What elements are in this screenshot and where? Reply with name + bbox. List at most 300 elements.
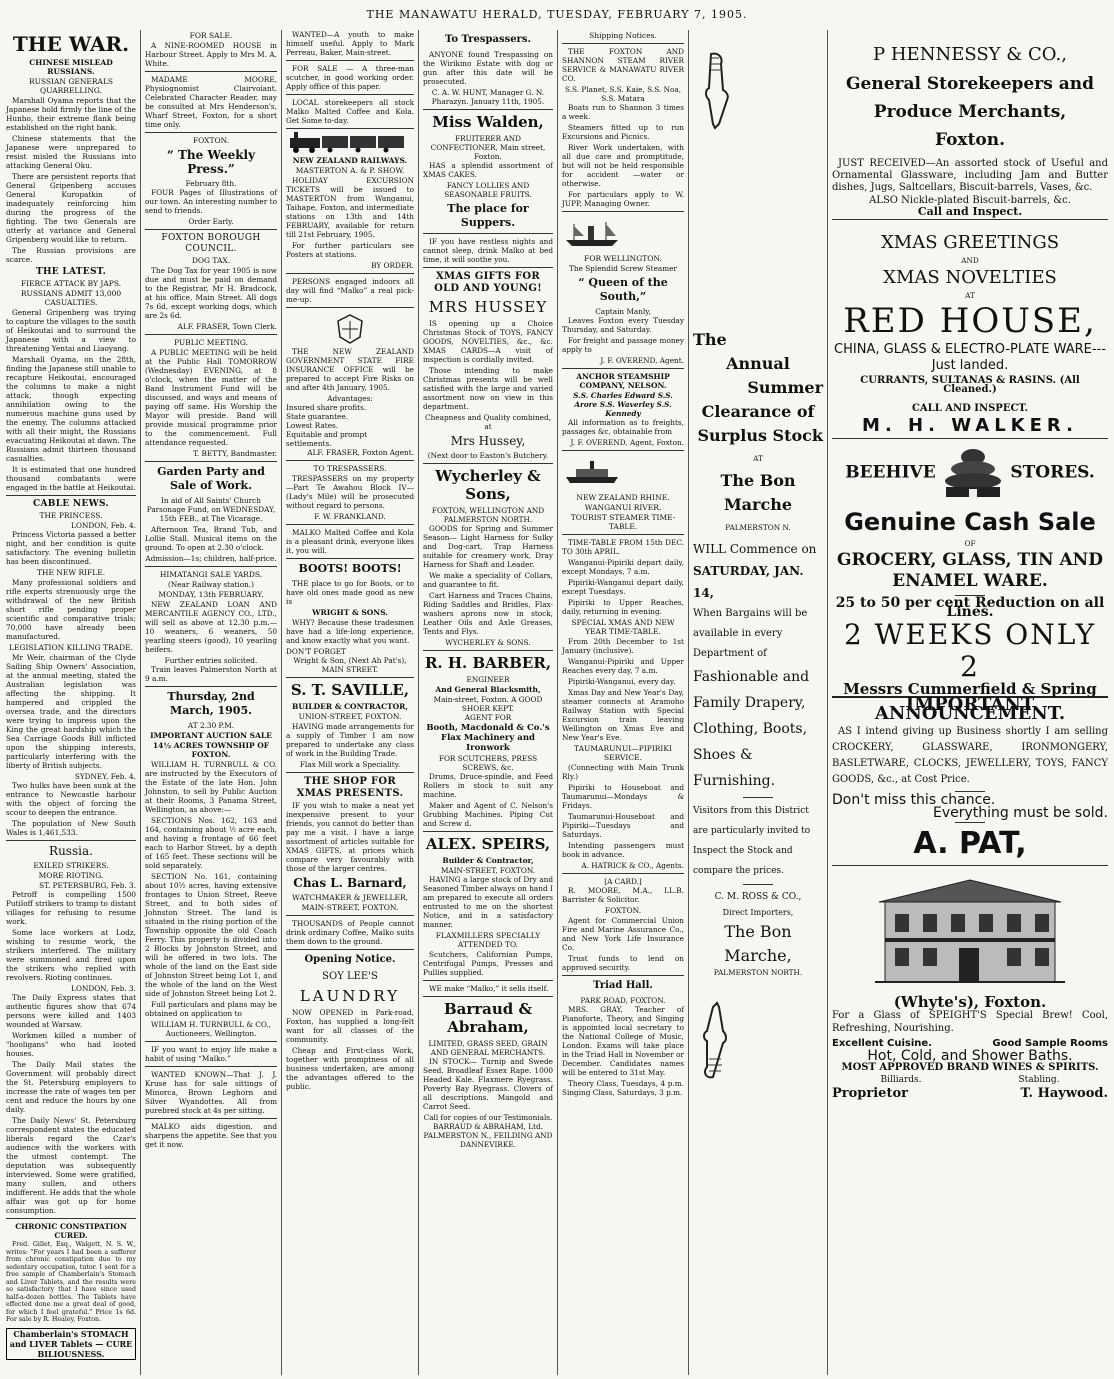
divider xyxy=(145,1041,277,1042)
notice-text: ANYONE found Trespassing on the Wirikino Estate with dog or gun after this date will be prosecuted. xyxy=(423,50,553,86)
divider xyxy=(832,438,1108,439)
article-paragraph: The Daily Express states that authentic figures show that 674 persons were killed and 1403 wounded at Warsaw. xyxy=(6,993,136,1029)
divider xyxy=(423,996,553,997)
hennessy-heading: P HENNESSY & CO., xyxy=(873,44,1067,65)
signature: J. F. OVEREND, Agent. xyxy=(600,356,684,365)
notice-text: SECTION No. 161, containing about 10½ acres, having extensive frontages to Union Street, Reeve Street, and to both sides of Johnston Street. The land is situated in the rising portion of the Township opposite the old Coach Ferry. This property is divided into 2 Blocks by Johnston Street, and will be offered in two lots. The whole of the land on the East side of Johnston Street being Lot 1, and the whole of the land on the West side of Johnston Street being Lot 2. xyxy=(145,872,277,998)
apat-heading: A. PAT, xyxy=(913,826,1027,861)
notice-text: Afternoon Tea, Brand Tub, and Lollie Stall. Musical items on the ground. To open at 2.30 o'clock. xyxy=(145,525,277,552)
sub-line: FRUITERER AND CONFECTIONER, Main street, Foxton. xyxy=(430,134,546,161)
classified-ad: MALKO aids digestion, and sharpens the appetite. See that you get it now. xyxy=(145,1122,277,1149)
notice-text: The Dog Tax for year 1905 is now due and must be paid on demand to the Registrar, Mr H. Bradcock, at his office, Main Street. All dogs 7s 6d, except working dogs, which are 2s 6d. xyxy=(145,266,277,320)
date-line: MONDAY, 13th FEBRUARY. xyxy=(158,590,264,599)
signature: WILLIAM H. TURNBULL & CO., Auctioneers, Wellington. xyxy=(150,1020,272,1038)
classified-ad: Drums, Druce-spindle, and Feed Rollers in stock to suit any machine. xyxy=(423,772,553,799)
beehive-word: BEEHIVE xyxy=(845,462,936,483)
divider xyxy=(286,128,414,129)
palmerston-footer: PALMERSTON NORTH. xyxy=(713,968,803,977)
dateline: LONDON, Feb. 4. xyxy=(71,521,136,530)
bon-marche-footer: The Bon Marche, xyxy=(724,922,792,965)
notice-text: NEW ZEALAND LOAN AND MERCANTILE AGENCY CO., LTD., will sell as above at 12.30 p.m.— 10 weaners, 6 weaners, 50 yearling steers (good), 10 yearling heifers. xyxy=(145,600,277,654)
river-heading: WANGANUI RIVER. xyxy=(584,503,662,512)
sub-line: FOXTON, WELLINGTON AND PALMERSTON NORTH. xyxy=(431,506,545,524)
article-paragraph: Marshall Oyama reports that the Japanese hold firmly the line of the Hunho, their extreme flank being established on the right bank. xyxy=(6,96,136,132)
divider xyxy=(562,43,684,44)
fashion-line: Fashionable and Family Drapery, Clothing, Boots, Shoes & Furnishing. xyxy=(693,669,810,789)
sub-line: LIMITED, GRASS SEED, GRAIN AND GENERAL MERCHANTS. xyxy=(428,1039,548,1057)
timetable-line: Wanganui-Pipiriki depart daily, except Mondays, 7 a.m. xyxy=(562,558,684,576)
divider xyxy=(562,534,684,535)
coat-of-arms-icon xyxy=(330,311,370,345)
signature: F. W. FRANKLAND. xyxy=(314,512,386,521)
classified-ad: IN STOCK— Turnip and Swede Seed. Broadleaf Essex Rape. 1000 Headed Kale. Flaxmere Ryegrass. Poverty Bay Ryegrass. Clovers of all descriptions. Mangold and Carrot Seed. xyxy=(423,1057,553,1111)
hotel-illustration xyxy=(875,872,1065,992)
classified-ad: LOCAL storekeepers all stock Malko Malted Coffee and Kola. Get Some to-day. xyxy=(286,98,414,125)
divider xyxy=(286,772,414,773)
sub-line: The Splendid Screw Steamer xyxy=(568,264,677,273)
timetable-line: Pipiriki to Upper Reaches, daily, returning in evening. xyxy=(562,598,684,616)
railways-heading: NEW ZEALAND RAILWAYS. xyxy=(292,156,408,165)
watchmaker-heading: WATCHMAKER & JEWELLER, xyxy=(291,893,409,902)
walker-heading: M. H. WALKER. xyxy=(862,415,1078,436)
classified-ad: MADAME MOORE, Physiognomist Clairvoiant. Celebrated Character Reader, may be consulted at Mrs Henderson's, Wharf Street, Foxton, for a short time only. xyxy=(145,75,277,129)
timetable-line: Pipiriki-Wanganui, every day. xyxy=(568,677,676,686)
divider xyxy=(286,460,414,461)
shipping-notice: Steamers fitted up to run Excursions and Picnics. xyxy=(562,123,684,141)
notice-text: Full particulars and plans may be obtained on application to xyxy=(145,1000,277,1018)
classified-ad: PERSONS engaged indoors all day will find “Malko” a real pick-me-up. xyxy=(286,277,414,304)
classified-ad: Scutchers, Californian Pumps, Centrifugal Pumps, Presses and Pullies supplied. xyxy=(423,950,553,977)
of-line: OF xyxy=(964,539,976,548)
divider xyxy=(562,873,684,874)
divider xyxy=(743,884,773,885)
auction-heading: IMPORTANT AUCTION SALE xyxy=(150,731,272,740)
signature: BARRAUD & ABRAHAM, Ltd. PALMERSTON N., FEILDING AND DANNEVIRKE. xyxy=(423,1122,553,1149)
weekly-press-heading: “ The Weekly Press.” xyxy=(166,148,256,176)
russia-heading: Russia. xyxy=(49,844,93,858)
classified-ad: HAVING a large stock of Dry and Seasoned Timber always on hand I am prepared to execute all orders entrusted to me on the shortest Notice, and in a satisfactory manner. xyxy=(423,875,553,929)
timetable-line: TIME-TABLE FROM 15th DEC. TO 30th APRIL. xyxy=(562,538,684,556)
stores-word: STORES. xyxy=(1010,462,1095,483)
admission: Admission—1s; children, half-price. xyxy=(145,554,277,563)
divider xyxy=(832,219,1108,220)
laundry-heading: LAUNDRY xyxy=(299,987,401,1005)
timetable-line: Wanganui-Pipiriki and Upper Reaches every day, 7 a.m. xyxy=(562,657,684,675)
chamberlain-ad: Chamberlain's STOMACH and LIVER Tablets — CURE BILIOUSNESS. xyxy=(6,1328,136,1360)
xmas-gifts-heading: XMAS GIFTS FOR OLD AND YOUNG! xyxy=(434,271,542,294)
sub-line: PARK ROAD, FOXTON. xyxy=(580,996,666,1005)
blacksmith-heading: And General Blacksmith, xyxy=(435,685,541,694)
forsale-heading: FOR SALE. xyxy=(189,31,233,40)
fierce-heading: FIERCE ATTACK BY JAPS. xyxy=(20,279,122,288)
column-ads-3 xyxy=(281,30,418,1375)
divider xyxy=(145,71,277,72)
latest-heading: THE LATEST. xyxy=(35,267,107,277)
proprietor-label: Proprietor xyxy=(832,1086,908,1101)
divider xyxy=(562,368,684,369)
advantage-item: State guarantee. xyxy=(286,412,348,421)
billiards-row xyxy=(832,1076,1108,1085)
at-line: AT xyxy=(965,291,975,300)
bon-marche-heading: The Bon Marche xyxy=(720,471,796,514)
divider xyxy=(286,273,414,274)
saturday-line: SATURDAY, JAN. 14, xyxy=(693,564,804,600)
billiards-text: Billiards. xyxy=(880,1075,922,1085)
queen-heading: “ Queen of the South,” xyxy=(578,276,668,303)
speirs-heading: ALEX. SPEIRS, xyxy=(425,835,551,853)
speirs-sub: Builder & Contractor, xyxy=(442,856,534,865)
proprietor-row xyxy=(832,1086,1108,1101)
divider xyxy=(286,60,414,61)
chronic-heading: CHRONIC CONSTIPATION CURED. xyxy=(15,1222,127,1240)
dateline: ST. PETERSBURG, Feb. 3. xyxy=(39,881,136,890)
divider xyxy=(145,1066,277,1067)
whyte-heading: (Whyte's), Foxton. xyxy=(893,993,1047,1011)
sub-line: Captain Manly, xyxy=(595,307,651,316)
tourist-heading: TOURIST STEAMER TIME-TABLE. xyxy=(570,513,676,531)
pointing-hand-icon xyxy=(693,50,739,130)
classified-ad: NOW OPENED in Park-road, Foxton, has supplied a long-felt want for all classes of the community. xyxy=(286,1008,414,1044)
column-bon-marche xyxy=(688,30,828,1375)
notice-text: SECTIONS Nos. 162, 163 and 164, containing about ½ acre each, and having a frontage of 66 feet each to Harbor Street, by a depth of 165 feet. These sections will be sold separately. xyxy=(145,816,277,870)
advantages-heading: Advantages: xyxy=(327,394,373,403)
surplus-heading: Surplus Stock xyxy=(697,426,823,445)
signature: ALF. FRASER, Foxton Agent. xyxy=(307,448,414,457)
shipping-heading: Shipping Notices. xyxy=(589,31,657,40)
timetable-line: (Connecting with Main Trunk Rly.) xyxy=(562,763,684,781)
classified-ad: MALKO Malted Coffee and Kola is a pleasant drink, everyone likes it, you will. xyxy=(286,528,414,555)
signature: C. A. W. HUNT, Manager G. N. Pharazyn. January 11th, 1905. xyxy=(431,88,545,106)
column-notices xyxy=(140,30,281,1375)
barber-heading: R. H. BARBER, xyxy=(424,654,552,672)
grocery-heading: GROCERY, GLASS, TIN AND ENAMEL WARE. xyxy=(837,550,1103,591)
divider xyxy=(286,677,414,678)
builder-heading: BUILDER & CONTRACTOR, xyxy=(291,702,409,711)
proprietor-name: T. Haywood. xyxy=(1020,1086,1108,1101)
classified-ad: R. MOORE, M.A., LL.B. Barrister & Solicitor. xyxy=(562,886,684,904)
war-subheading: CHINESE MISLEAD RUSSIANS. xyxy=(29,58,113,76)
notice-text: WILLIAM H. TURNBULL & CO. are instructed by the Executors of the Estate of the late Hon. John Johnston, to sell by Public Auction at their Rooms, 3 Panama Street, Wellington, as above:— xyxy=(145,760,277,814)
classified-ad: A NINE-ROOMED HOUSE in Harbour Street. Apply to Mrs M. A. White. xyxy=(145,41,277,68)
bargains-line: When Bargains will be available in every Department of xyxy=(693,608,808,659)
article-paragraph: Many professional soldiers and rifle experts strenuously urge the withdrawal of the new British short rifle pending proper scientific and comparative trials; 70,000 have already been manufactured. xyxy=(6,578,136,641)
boat-list: S.S. Planet, S.S. Kaie, S.S. Noa, S.S. Matara xyxy=(564,85,682,103)
divider xyxy=(145,229,277,230)
classified-ad: Cart Harness and Traces Chains, Riding Saddles and Bridles, Flax-washers aprons now in stock, Leather Oils and Axle Greases, Tents and Flys. xyxy=(423,591,553,636)
divider xyxy=(145,686,277,687)
advantage-item: Insured share profits. xyxy=(286,403,367,412)
column-war-news xyxy=(2,30,140,1375)
article-paragraph: Two hulks have been sunk at the entrance to Newcastle harbour with the object of forcing the scour to deepen the entrance. xyxy=(6,781,136,817)
genuine-heading: Genuine Cash Sale xyxy=(844,508,1096,536)
classified-ad: GOODS for Spring and Summer Season— Light Harness for Sulky and Dog-cart, Trap Harness suitable for creamery work, Dray Harness for Shaft and Leader. xyxy=(423,524,553,569)
foxton-heading: FOXTON. xyxy=(604,906,642,915)
summer-heading: Summer xyxy=(747,378,823,397)
divider xyxy=(6,495,136,496)
column-display-ads xyxy=(828,30,1112,1375)
sub-line: Further entries solicited. xyxy=(164,656,258,665)
article-paragraph: Chinese statements that the Japanese were unprepared to resist misled the Russians into attacking General Oku. xyxy=(6,134,136,170)
rifle-heading: THE NEW RIFLE. xyxy=(36,568,106,577)
card-label: [A CARD.] xyxy=(604,877,642,886)
timetable-line: From 20th December to 1st January (inclusive). xyxy=(562,637,684,655)
cummerfield-line: Messrs Cummerfield & Spring xyxy=(843,680,1097,698)
shipping-notice: THE FOXTON AND SHANNON STEAM RIVER SERVICE & MANAWATU RIVER CO. xyxy=(562,47,684,83)
visitors-line: Visitors from this District are particularly invited to Inspect the Stock and compare the prices. xyxy=(693,806,811,876)
cuisine-text: Excellent Cuisine. xyxy=(832,1038,932,1049)
cable-news-heading: CABLE NEWS. xyxy=(33,499,109,509)
divider xyxy=(145,1118,277,1119)
divider xyxy=(562,211,684,212)
divider xyxy=(423,267,553,268)
shipping-notice: River Work undertaken, with all due care and promptitude, but will not be held responsible for accident —water or otherwise. xyxy=(562,143,684,188)
article-paragraph: The Daily Mail states the Government will probably direct the St. Petersburg employers to increase the rate of wages ten per cent and reduce the hours by one daily. xyxy=(6,1060,136,1114)
masthead: THE MANAWATU HERALD, TUESDAY, FEBRUARY 7, 1905. xyxy=(366,8,748,21)
signature: WYCHERLEY & SONS. xyxy=(445,638,531,647)
timetable-line: Taumarunui-Houseboat and Pipiriki—Tuesdays and Saturdays. xyxy=(562,812,684,839)
classified-ad: FOUR Pages of Illustrations of our town. An interesting number to send to friends. xyxy=(145,188,277,215)
divider xyxy=(145,334,277,335)
public-meeting-heading: PUBLIC MEETING. xyxy=(173,338,249,347)
classified-ad: HAVING made arrangements for a supply of Timber I am now prepared to undertake any class of work in the Building Trade. xyxy=(286,722,414,758)
wright-heading: WRIGHT & SONS. xyxy=(312,608,388,617)
timetable-line: Intending passengers must book in advance. xyxy=(562,841,684,859)
divider xyxy=(145,132,277,133)
soylee-heading: SOY LEE'S xyxy=(322,971,378,982)
red-house-heading: RED HOUSE, xyxy=(843,301,1097,341)
divider xyxy=(423,233,553,234)
classified-ad: Agent for Commercial Union Fire and Marine Assurance Co., and New York Life Insurance Co. xyxy=(562,916,684,952)
divider xyxy=(286,307,414,308)
commence-line: WILL Commence on xyxy=(693,542,817,556)
sub-line: FOR SCUTCHERS, PRESS SCREWS, &c. xyxy=(438,754,538,772)
also-line: ALSO Nickle-plated Biscuit-barrels, &c. xyxy=(869,195,1071,206)
classified-ad: THOUSANDS of People cannot drink ordinary Coffee, Malko suits them down to the ground. xyxy=(286,919,414,946)
greetings-heading: XMAS GREETINGS xyxy=(880,232,1060,253)
sub-line: Main-street, Foxton. A GOOD SHOER KEPT. xyxy=(433,695,543,713)
article-paragraph: The Daily News' St. Petersburg correspondent states the educated liberals regard the Czar's audience with the workers with the utmost contempt. The deputation was subsequently interviewed. Some were gratified, many sullen, and others indifferent. He adds that the whole affair was got up for home consumption. xyxy=(6,1116,136,1215)
shipping-notice: Leaves Foxton every Tuesday Thursday, and Saturday. xyxy=(562,316,684,334)
classified-ad: IS opening up a Choice Christmas Stock of TOYS, FANCY GOODS, NOVELTIES, &c., &c. XMAS CARDS—A visit of inspection is cordially invited. xyxy=(423,319,553,364)
exiled-heading: EXILED STRIKERS. xyxy=(33,861,109,870)
speciality: Flax Mill work a Speciality. xyxy=(299,760,401,769)
classified-ad: IF you want to enjoy life make a habit of using “Malko.” xyxy=(145,1045,277,1063)
notice-text: HOLIDAY EXCURSION TICKETS will be issued to MASTERTON from Wanganui, Taihape, Foxton, and intermediate stations on 13th and 14th FEBRUARY, available for return till 21st February, 1905. xyxy=(286,176,414,239)
saville-heading: S. T. SAVILLE, xyxy=(290,681,410,699)
article-paragraph: There are persistent reports that General Gripenberg accuses General Kuropatkin of inadequately reinforcing him during the progress of the fighting. The two Generals are utterly at variance and General Gripenberg would like to return. xyxy=(6,172,136,244)
article-paragraph: Mr Weir, chairman of the Clyde Sailing Ship Owners' Association, at the annual meeting, stated the Australian legislation was affecting the shipping. It hampered and crippled the oversea trade, and the directors were trying to impress upon the King the great hardship which the Sea Carriage Goods Bill inflicted upon the shipping interests, particularly interfering with the liberty of British subjects. xyxy=(6,653,136,770)
notice-text: For further particulars see Posters at stations. xyxy=(286,241,414,259)
garden-party-heading: Garden Party and Sale of Work. xyxy=(157,465,265,492)
signature: BY ORDER. xyxy=(371,261,414,270)
call-inspect: Call and Inspect. xyxy=(917,205,1023,218)
classified-ad: THE place to go for Boots, or to have old ones made good as new is xyxy=(286,579,414,606)
train-icon xyxy=(286,132,414,154)
pointing-hand-icon xyxy=(693,1001,739,1081)
classified-ad: Cheap and First-class Work, together with promptness of all business undertaken, are among the advantages offered to the public. xyxy=(286,1046,414,1091)
divider xyxy=(562,975,684,976)
column-shipping xyxy=(557,30,688,1375)
classified-ad: We make a speciality of Collars, and guarantee to fit. xyxy=(423,571,553,589)
divider xyxy=(423,831,553,832)
advantage-item: Equitable and prompt settlements. xyxy=(286,430,368,448)
classified-ad: Those intending to make Christmas presents will be well satisfied with the large and varied assortment now on view in this department. xyxy=(423,366,553,411)
war-headline: THE WAR. xyxy=(12,32,130,56)
suppers-heading: The place for Suppers. xyxy=(447,202,529,229)
mrs-hussey-heading: Mrs Hussey, xyxy=(450,434,526,448)
column-ads-4 xyxy=(418,30,557,1375)
order-early: Order Early. xyxy=(188,217,234,226)
divider xyxy=(832,865,1108,866)
dont-forget: DON'T FORGET xyxy=(286,647,346,656)
divider xyxy=(286,915,414,916)
shipping-notice: All information as to freights, passages &c, obtainable from xyxy=(562,418,684,436)
show-heading: MASTERTON A. & P. SHOW. xyxy=(295,166,405,175)
rhine-heading: NEW ZEALAND RHINE. xyxy=(576,493,670,502)
dont-miss-line: Don't miss this chance. xyxy=(832,792,996,808)
sub-line: Call for copies of our Testimonials. xyxy=(423,1113,553,1122)
signature: ALF. FRASER, Town Clerk. xyxy=(177,322,277,331)
shipping-notice: For freight and passage money apply to xyxy=(562,336,684,354)
classified-ad: Trust funds to lend on approved security. xyxy=(562,954,684,972)
anchor-heading: ANCHOR STEAMSHIP COMPANY, NELSON. xyxy=(576,372,670,390)
sub-line: ENGINEER xyxy=(466,675,510,684)
and-line: AND xyxy=(961,256,979,265)
timetable-line: Pipiriki-Wanganui depart daily, except Tuesdays. xyxy=(562,578,684,596)
dateline: LONDON, Feb. 3. xyxy=(71,984,136,993)
signature: A. HATRICK & CO., Agents. xyxy=(581,861,684,870)
timetable-line: Xmas Day and New Year's Day, steamer connects at Aramoho Railway Station with Special Excursion train leaving Wellington on Xmas Eve and New Year's Eve. xyxy=(562,688,684,742)
sub-line: AGENT FOR xyxy=(464,713,512,722)
article-paragraph: Marshall Oyama, on the 28th, finding the Japanese still unable to recapture Heikoutai, encouraged the columns to make a night attack, though expecting annihilation owing to the numerous machine guns used by the enemy. The columns attacked with all their might, the Russians evacuating Heikoutai at dawn. The Russians admit thirteen thousand casualties. xyxy=(6,355,136,463)
barraud-heading: Barraud & Abraham, xyxy=(443,1000,533,1036)
booth-heading: Booth, Macdonald & Co.'s Flax Machinery and Ironwork xyxy=(426,723,550,753)
article-paragraph: Princess Victoria passed a better night, and her condition is quite satisfactory. The evening bulletin has been discontinued. xyxy=(6,530,136,566)
article-paragraph: The population of New South Wales is 1,461,533. xyxy=(6,819,136,837)
divider xyxy=(286,558,414,559)
call-inspect: CALL AND INSPECT. xyxy=(911,403,1029,414)
divider xyxy=(6,840,136,841)
borough-heading: FOXTON BOROUGH COUNCIL. xyxy=(161,233,261,254)
classified-ad: WE make “Malko,” it sells itself. xyxy=(429,984,549,993)
classified-ad: Maker and Agent of C. Nelson's Grubbing Machines. Piping Cut and Screw d. xyxy=(423,801,553,828)
anchor-ships: S.S. Charles Edward S.S. Arore S.S. Waverley S.S. Kennedy xyxy=(573,391,673,418)
hussey-heading: MRS HUSSEY xyxy=(428,298,548,316)
himatangi-heading: HIMATANGI SALE YARDS. xyxy=(159,570,263,579)
timetable-line: Pipiriki to Houseboat and Taumarunui—Mondays & Fridays. xyxy=(562,783,684,810)
time-line: AT 2.30 P.M. xyxy=(187,721,235,730)
divider xyxy=(145,461,277,462)
article-paragraph: General Gripenberg was trying to capture the villages to the south of Heikoutai and to surround the Japanese with a view to threatening Yentai and Liaoyang. xyxy=(6,308,136,353)
beehive-row xyxy=(832,443,1108,503)
divider xyxy=(562,450,684,451)
sub-line: Cheapness and Quality combined, at xyxy=(425,413,551,431)
sample-rooms-text: Good Sample Rooms xyxy=(992,1038,1108,1049)
hennessy-text: JUST RECEIVED—An assorted stock of Useful and Ornamental Glassware, including Jam and Butter dishes, Jugs, Saltcellars, Biscuit-barrels, Vases, &c. xyxy=(832,158,1108,193)
divider xyxy=(743,797,773,798)
weeks-heading: 2 WEEKS ONLY 2 xyxy=(843,618,1097,683)
article-paragraph: The Russian provisions are scarce. xyxy=(6,246,136,264)
beehive-icon xyxy=(938,443,1008,503)
signature: J. F. OVEREND, Agent, Foxton. xyxy=(570,438,684,447)
flaxmillers-heading: FLAXMILLERS SPECIALLY ATTENDED TO. xyxy=(435,931,541,949)
sub-line: (Near Railway station.) xyxy=(168,580,254,589)
generals-heading: RUSSIAN GENERALS QUARRELLING. xyxy=(28,77,114,95)
spacer xyxy=(693,138,823,328)
sub-line: MAIN-STREET, FOXTON. xyxy=(440,866,536,875)
trespassers-heading: To Trespassers. xyxy=(445,34,531,45)
casualties-heading: RUSSIANS ADMIT 13,000 CASUALTIES. xyxy=(20,289,122,307)
barnard-heading: Chas L. Barnard, xyxy=(293,876,407,890)
announcement-text: AS I intend giving up Business shortly I am selling CROCKERY, GLASSWARE, IRONMONGERY, BASLETWARE, CLOCKS, JEWELLERY, TOYS, FANCY GOODS, &c., at Cost Price. xyxy=(832,726,1108,785)
article-paragraph: Some lace workers at Lodz, wishing to resume work, the strikers interfered. The military were summoned and fired upon the strikers who replied with revolvers. Rioting continues. xyxy=(6,928,136,982)
palmerston-line: PALMERSTON N. xyxy=(725,523,791,532)
speight-line: For a Glass of SPEIGHT'S Special Brew! Cool, Refreshing, Nourishing. xyxy=(832,1010,1108,1034)
notice-text: THE NEW ZEALAND GOVERNMENT STATE FIRE INSURANCE OFFICE will be prepared to accept Fire Risks on and after 4th January, 1905. xyxy=(286,347,414,392)
divider xyxy=(286,524,414,525)
ross-line: C. M. ROSS & CO., xyxy=(714,892,802,902)
the-heading: The xyxy=(693,330,727,349)
classified-ad: Theory Class, Tuesdays, 4 p.m. Singing Class, Saturdays, 3 p.m. xyxy=(562,1079,684,1097)
divider xyxy=(423,650,553,651)
xmas-shop-heading: THE SHOP FOR XMAS PRESENTS. xyxy=(296,776,404,799)
divider xyxy=(955,822,985,823)
wines-line: MOST APPROVED BRAND WINES & SPIRITS. xyxy=(841,1062,1099,1073)
at-line: AT xyxy=(753,454,763,463)
classified-ad: IF you wish to make a neat yet inexpensive present to your friends, you cannot do better than pay me a visit. I have a large assortment of articles suitable for XMAS GIFTS, at prices which compare very favourably with those of the larger centres. xyxy=(286,801,414,873)
wycherley-heading: Wycherley & Sons, xyxy=(435,467,541,503)
triad-heading: Triad Hall. xyxy=(593,980,653,991)
classified-ad: WHY? Because these tradesmen have had a life-long experience, and know exactly what you want. xyxy=(286,618,414,645)
legislation-heading: LEGISLATION KILLING TRADE. xyxy=(9,643,133,652)
divider xyxy=(423,463,553,464)
acres-heading: 14½ ACRES TOWNSHIP OF FOXTON. xyxy=(152,741,270,759)
divider xyxy=(286,949,414,950)
princess-heading: THE PRINCESS. xyxy=(39,511,103,520)
divider xyxy=(6,1218,136,1219)
river-steamer-icon xyxy=(562,457,622,487)
testimonial: Fred. Gillet, Esq., Walgett, N. S. W., writes: "For years I had been a sufferer from chronic constipation due to my sedentary occupation, tutor. I sent for a free sample of Chamberlain's Stomach and Liver Tablets, and the results were so satisfactory that I have since used half-a-dozen bottles. The Tablets have effected done me a great deal of good, for which I feel grateful." Price 1s 6d. For sale by R. Healey, Foxton. xyxy=(6,1241,136,1323)
classified-ad: WANTED KNOWN—That J. J. Kruse has for sale sittings of Minorca, Brown Leghorn and Silver Wyandottes. All from purebred stock at 4s per sitting. xyxy=(145,1070,277,1115)
annual-heading: Annual xyxy=(726,354,790,373)
boots-heading: BOOTS! BOOTS! xyxy=(298,562,402,575)
notice-text: A PUBLIC MEETING will be held at the Public Hall TOMORROW (Wednesday) EVENING, at 8 o'clock, when the matter of the Band Instrument Fund will be discussed, and ways and means of paying off same. His Worship the Mayor will preside. Band will provide musical programme prior to the commencement. Full attendance requested. xyxy=(145,348,277,447)
stabling-text: Stabling. xyxy=(1018,1075,1060,1085)
dateline: SYDNEY, Feb. 4. xyxy=(74,772,136,781)
notice-text: Train leaves Palmerston North at 9 a.m. xyxy=(145,665,277,683)
opening-heading: Opening Notice. xyxy=(304,954,396,965)
shipping-notice: For particulars apply to W. JUPP, Managing Owner. xyxy=(562,190,684,208)
everything-line: Everything must be sold. xyxy=(932,805,1108,821)
article-paragraph: It is estimated that one hundred thousand combatants were engaged in the battle at Heikoutai. xyxy=(6,465,136,492)
china-line: CHINA, GLASS & ELECTRO-PLATE WARE---Just landed. xyxy=(834,342,1106,373)
classified-ad: HAS a splendid assortment of XMAS CAKES. xyxy=(423,161,553,179)
date-line: February 8th. xyxy=(185,179,237,188)
currants-line: CURRANTS, SULTANAS & RASINS. (All Cleaned.) xyxy=(860,375,1080,395)
importers-line: Direct Importers, xyxy=(722,908,794,917)
divider xyxy=(423,980,553,981)
sub-line: (Next door to Easton's Butchery. xyxy=(427,451,549,460)
dogtax-heading: DOG TAX. xyxy=(191,256,231,265)
advantage-item: Lowest Rates. xyxy=(286,421,339,430)
special-heading: SPECIAL XMAS AND NEW YEAR TIME-TABLE. xyxy=(571,618,675,636)
mainst-heading: MAIN-STREET, FOXTON. xyxy=(301,903,399,912)
auction-date-heading: Thursday, 2nd March, 1905. xyxy=(167,690,255,717)
general-store-line: General Storekeepers and Produce Merchants, Foxton. xyxy=(846,74,1094,150)
foxton-heading: FOXTON. xyxy=(192,136,230,145)
rioting-heading: MORE RIOTING. xyxy=(38,871,104,880)
cuisine-row xyxy=(832,1039,1108,1048)
